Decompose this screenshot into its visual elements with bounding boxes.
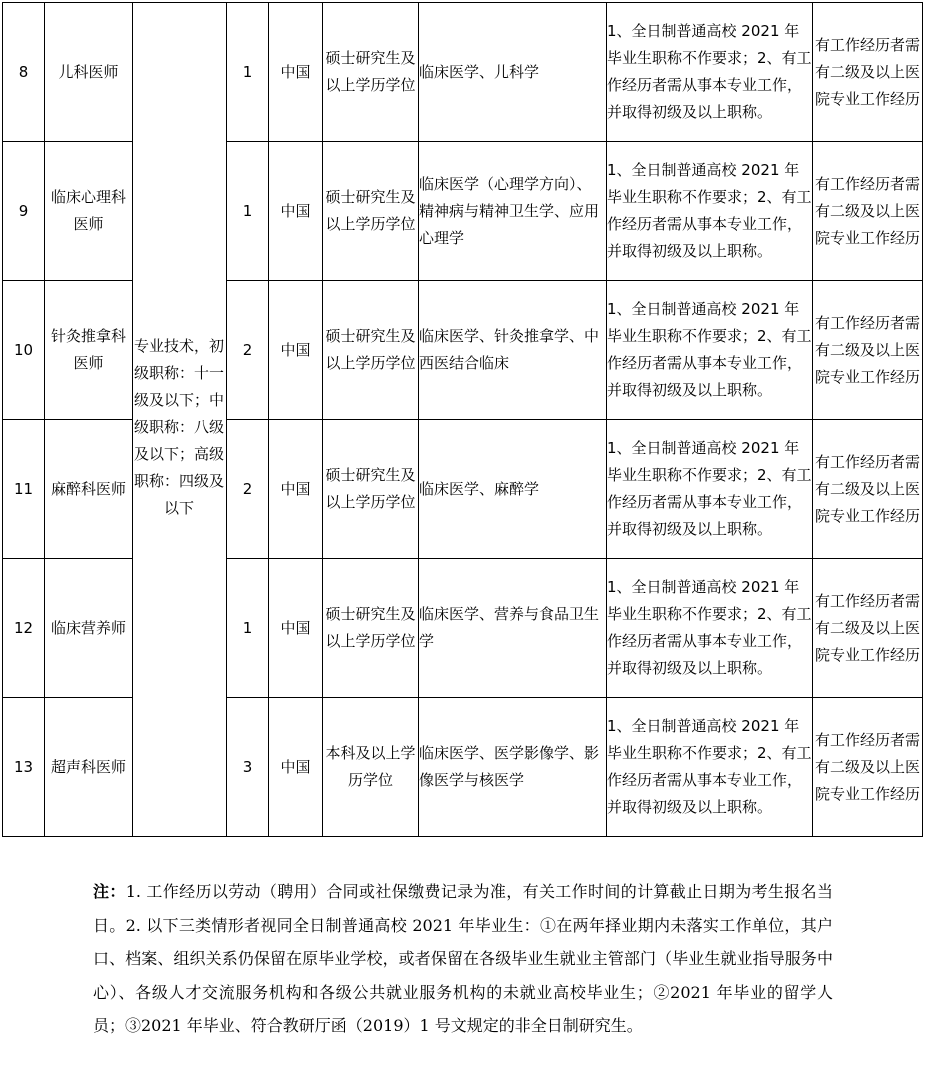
major: 临床医学、针灸推拿学、中西医结合临床 bbox=[419, 281, 607, 420]
requirement: 1、全日制普通高校 2021 年毕业生职称不作要求；2、有工作经历者需从事本专业工作，并取得初级及以上职称。 bbox=[607, 3, 813, 142]
education: 本科及以上学历学位 bbox=[323, 698, 419, 837]
requirement: 1、全日制普通高校 2021 年毕业生职称不作要求；2、有工作经历者需从事本专业工作，并取得初级及以上职称。 bbox=[607, 698, 813, 837]
position-name: 临床心理科医师 bbox=[45, 142, 133, 281]
requirement: 1、全日制普通高校 2021 年毕业生职称不作要求；2、有工作经历者需从事本专业工作，并取得初级及以上职称。 bbox=[607, 420, 813, 559]
education: 硕士研究生及以上学历学位 bbox=[323, 281, 419, 420]
position-name: 儿科医师 bbox=[45, 3, 133, 142]
experience: 有工作经历者需有二级及以上医院专业工作经历 bbox=[813, 420, 923, 559]
post-level: 专业技术，初级职称：十一级及以下；中级职称：八级及以下；高级职称：四级及以下 bbox=[133, 337, 224, 517]
hire-count: 1 bbox=[227, 3, 269, 142]
position-name: 超声科医师 bbox=[45, 698, 133, 837]
row-number: 13 bbox=[3, 698, 45, 837]
major: 临床医学、营养与食品卫生学 bbox=[419, 559, 607, 698]
hire-count: 1 bbox=[227, 142, 269, 281]
row-number: 8 bbox=[3, 3, 45, 142]
footnote-text: 1. 工作经历以劳动（聘用）合同或社保缴费记录为准，有关工作时间的计算截止日期为考生报名当日。2. 以下三类情形者视同全日制普通高校 2021 年毕业生：①在两年择业期内未落实工作单位，其户口、档案、组织关系仍保留在原毕业学校，或者保留在各级毕业生就业主管部门（毕业生就业指导服务中心）、各级人才交流服务机构和各级公共就业服务机构的未就业高校毕业生；②2021 年毕业的留学人员；③2021 年毕业、符合教研厅函（2019）1 号文规定的非全日制研究生。 bbox=[93, 882, 833, 1036]
experience: 有工作经历者需有二级及以上医院专业工作经历 bbox=[813, 3, 923, 142]
requirement: 1、全日制普通高校 2021 年毕业生职称不作要求；2、有工作经历者需从事本专业工作，并取得初级及以上职称。 bbox=[607, 559, 813, 698]
position-name: 临床营养师 bbox=[45, 559, 133, 698]
hire-count: 2 bbox=[227, 420, 269, 559]
requirement: 1、全日制普通高校 2021 年毕业生职称不作要求；2、有工作经历者需从事本专业工作，并取得初级及以上职称。 bbox=[607, 281, 813, 420]
experience: 有工作经历者需有二级及以上医院专业工作经历 bbox=[813, 559, 923, 698]
position-name: 麻醉科医师 bbox=[45, 420, 133, 559]
education: 硕士研究生及以上学历学位 bbox=[323, 142, 419, 281]
position-name: 针灸推拿科医师 bbox=[45, 281, 133, 420]
education: 硕士研究生及以上学历学位 bbox=[323, 559, 419, 698]
major: 临床医学、麻醉学 bbox=[419, 420, 607, 559]
table-row bbox=[3, 3, 923, 142]
region: 中国 bbox=[269, 281, 323, 420]
hire-count: 1 bbox=[227, 559, 269, 698]
region: 中国 bbox=[269, 559, 323, 698]
hire-count: 3 bbox=[227, 698, 269, 837]
major: 临床医学、儿科学 bbox=[419, 3, 607, 142]
footnote-label: 注： bbox=[93, 882, 126, 901]
major: 临床医学、医学影像学、影像医学与核医学 bbox=[419, 698, 607, 837]
row-number: 9 bbox=[3, 142, 45, 281]
recruitment-table bbox=[2, 2, 923, 837]
region: 中国 bbox=[269, 142, 323, 281]
row-number: 11 bbox=[3, 420, 45, 559]
experience: 有工作经历者需有二级及以上医院专业工作经历 bbox=[813, 281, 923, 420]
education: 硕士研究生及以上学历学位 bbox=[323, 420, 419, 559]
hire-count: 2 bbox=[227, 281, 269, 420]
experience: 有工作经历者需有二级及以上医院专业工作经历 bbox=[813, 698, 923, 837]
education: 硕士研究生及以上学历学位 bbox=[323, 3, 419, 142]
region: 中国 bbox=[269, 3, 323, 142]
experience: 有工作经历者需有二级及以上医院专业工作经历 bbox=[813, 142, 923, 281]
row-number: 10 bbox=[3, 281, 45, 420]
row-number: 12 bbox=[3, 559, 45, 698]
region: 中国 bbox=[269, 420, 323, 559]
footnote bbox=[93, 875, 833, 1043]
region: 中国 bbox=[269, 698, 323, 837]
requirement: 1、全日制普通高校 2021 年毕业生职称不作要求；2、有工作经历者需从事本专业工作，并取得初级及以上职称。 bbox=[607, 142, 813, 281]
major: 临床医学（心理学方向）、精神病与精神卫生学、应用心理学 bbox=[419, 142, 607, 281]
